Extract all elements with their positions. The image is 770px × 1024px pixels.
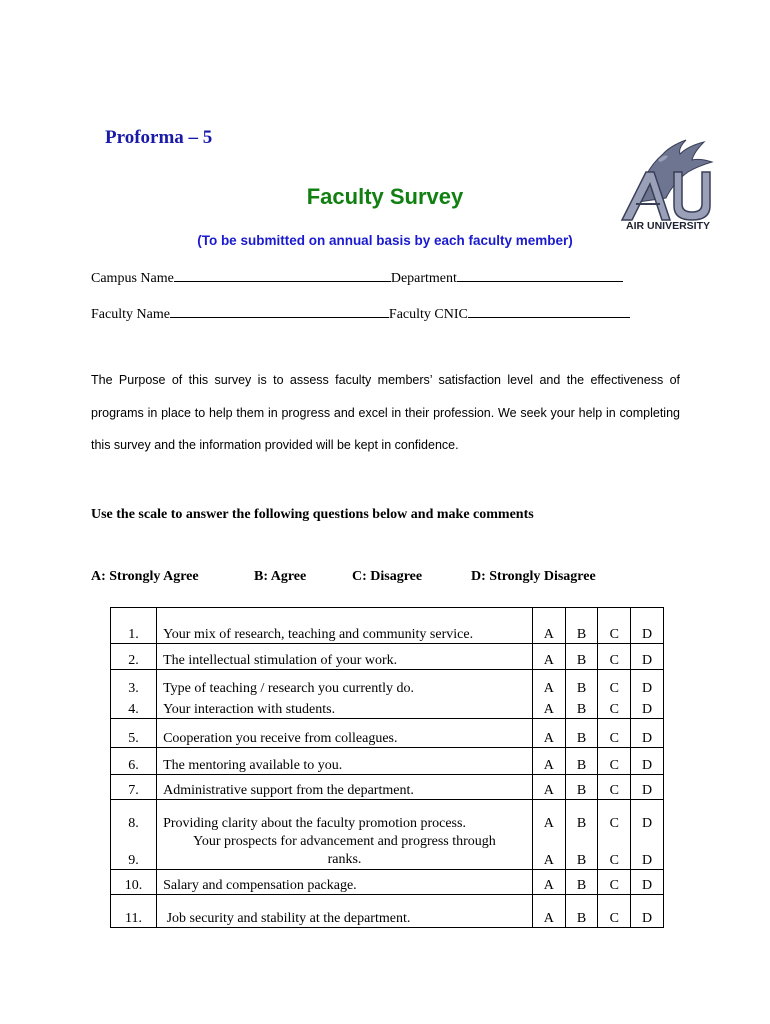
page-subtitle: (To be submitted on annual basis by each faculty member) (197, 233, 573, 248)
table-row (111, 608, 664, 644)
question-number: 4. (111, 697, 157, 719)
table-row (111, 775, 664, 800)
question-text-line: Your prospects for advancement and progress through (193, 834, 496, 849)
question-text: Your interaction with students. (163, 702, 336, 717)
question-text: Providing clarity about the faculty promotion process. (157, 800, 533, 832)
option-a[interactable]: A (532, 670, 565, 697)
option-d[interactable]: D (631, 748, 664, 775)
question-text: The mentoring available to you. (157, 748, 533, 775)
scale-strongly-agree: A: Strongly Agree (91, 569, 199, 584)
proforma-number: Proforma – 5 (105, 127, 213, 148)
question-text: Your mix of research, teaching and community service. (157, 608, 533, 644)
table-row (111, 800, 664, 832)
air-university-logo (608, 132, 726, 232)
option-c[interactable]: C (598, 870, 631, 895)
campus-name-field[interactable] (174, 267, 391, 282)
logo-text: AIR UNIVERSITY (625, 220, 711, 232)
option-b[interactable]: B (565, 748, 598, 775)
survey-table (110, 607, 664, 928)
option-d[interactable]: D (631, 670, 664, 697)
table-row (111, 670, 664, 697)
scale-strongly-disagree: D: Strongly Disagree (471, 569, 596, 584)
question-text: The intellectual stimulation of your work. (157, 644, 533, 670)
department-field[interactable] (457, 267, 623, 282)
option-a[interactable]: A (532, 644, 565, 670)
faculty-cnic-field[interactable] (468, 303, 630, 318)
question-text: Cooperation you receive from colleagues. (157, 719, 533, 748)
option-d[interactable]: D (631, 895, 664, 928)
question-text (157, 832, 533, 870)
option-b[interactable]: B (565, 608, 598, 644)
option-b[interactable]: B (565, 832, 598, 870)
question-number: 1. (111, 608, 157, 644)
question-text: Salary and compensation package. (157, 870, 533, 895)
department-label: Department (390, 271, 457, 286)
question-number: 8. (111, 800, 157, 832)
table-row (111, 748, 664, 775)
campus-name-label: Campus Name (91, 271, 174, 286)
option-d[interactable]: D (631, 608, 664, 644)
option-b[interactable]: B (565, 775, 598, 800)
question-number: 11. (111, 895, 157, 928)
option-d[interactable]: D (631, 644, 664, 670)
question-number: 3. (111, 670, 157, 697)
question-number: 7. (111, 775, 157, 800)
question-number: 9. (111, 832, 157, 870)
option-b[interactable]: B (565, 697, 598, 719)
faculty-cnic-label: Faculty CNIC (388, 307, 468, 322)
option-b[interactable]: B (565, 644, 598, 670)
option-a[interactable]: A (532, 608, 565, 644)
option-c[interactable]: C (598, 697, 631, 719)
option-c[interactable]: C (598, 895, 631, 928)
table-row (111, 832, 664, 870)
option-a[interactable]: A (532, 748, 565, 775)
option-b[interactable]: B (565, 800, 598, 832)
faculty-name-row (91, 303, 630, 323)
scale-instructions: Use the scale to answer the following questions below and make comments (91, 507, 534, 522)
option-a[interactable]: A (532, 895, 565, 928)
option-d[interactable]: D (631, 697, 664, 719)
option-a[interactable]: A (532, 697, 565, 719)
faculty-name-label: Faculty Name (91, 307, 170, 322)
question-number: 5. (111, 719, 157, 748)
option-c[interactable]: C (598, 719, 631, 748)
option-b[interactable]: B (565, 895, 598, 928)
question-text: Job security and stability at the department. (157, 895, 533, 928)
page-title: Faculty Survey (306, 184, 464, 209)
option-a[interactable]: A (532, 870, 565, 895)
option-a[interactable]: A (532, 719, 565, 748)
option-d[interactable]: D (631, 800, 664, 832)
table-row (111, 870, 664, 895)
option-a[interactable]: A (532, 832, 565, 870)
option-a[interactable]: A (532, 800, 565, 832)
scale-agree: B: Agree (254, 569, 307, 584)
table-row (111, 697, 664, 719)
option-d[interactable]: D (631, 719, 664, 748)
option-c[interactable]: C (598, 832, 631, 870)
scale-disagree: C: Disagree (352, 569, 423, 584)
option-b[interactable]: B (565, 870, 598, 895)
question-number: 2. (111, 644, 157, 670)
table-row (111, 895, 664, 928)
option-b[interactable]: B (565, 670, 598, 697)
option-a[interactable]: A (532, 775, 565, 800)
option-d[interactable]: D (631, 870, 664, 895)
question-number: 6. (111, 748, 157, 775)
option-c[interactable]: C (598, 800, 631, 832)
option-c[interactable]: C (598, 608, 631, 644)
option-d[interactable]: D (631, 832, 664, 870)
option-b[interactable]: B (565, 719, 598, 748)
option-c[interactable]: C (598, 775, 631, 800)
option-c[interactable]: C (598, 670, 631, 697)
table-row (111, 719, 664, 748)
question-text-line: ranks. (327, 852, 362, 867)
option-c[interactable]: C (598, 644, 631, 670)
question-text: Type of teaching / research you currently do. (157, 670, 533, 697)
question-number: 10. (111, 870, 157, 895)
question-text: Administrative support from the department. (157, 775, 533, 800)
purpose-paragraph: The Purpose of this survey is to assess faculty members’ satisfaction level and the effectiveness of programs in place to help them in progress and excel in their profession. We seek your help in completing this survey and the information provided will be kept in confidence. (91, 373, 680, 452)
table-row (111, 644, 664, 670)
option-d[interactable]: D (631, 775, 664, 800)
campus-name-row (91, 267, 623, 287)
option-c[interactable]: C (598, 748, 631, 775)
faculty-name-field[interactable] (170, 303, 389, 318)
